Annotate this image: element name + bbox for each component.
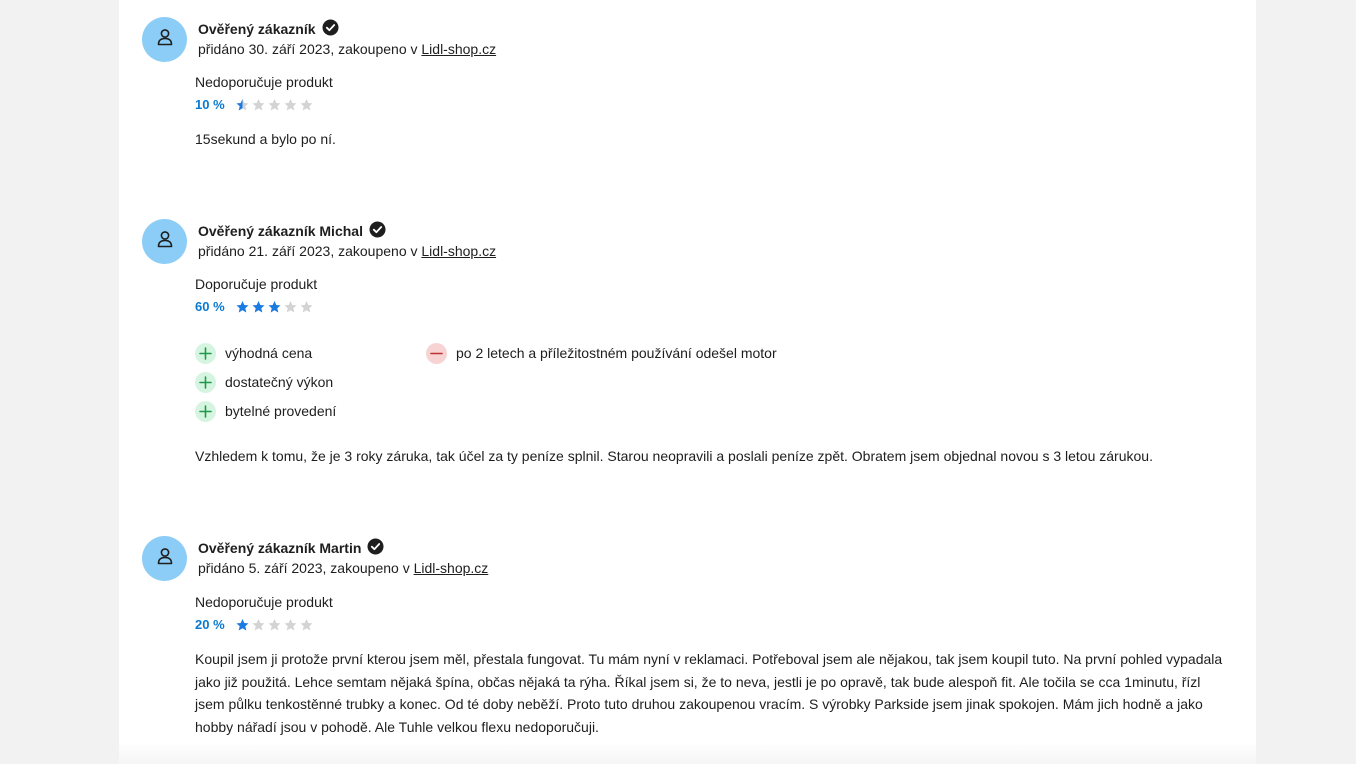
review-date: přidáno 21. září 2023, zakoupeno v bbox=[198, 243, 418, 259]
review-date: přidáno 30. září 2023, zakoupeno v bbox=[198, 41, 418, 57]
star-empty-icon bbox=[267, 618, 282, 632]
star-empty-icon bbox=[251, 98, 266, 112]
pro-text: výhodná cena bbox=[225, 345, 313, 361]
user-icon bbox=[155, 546, 175, 571]
con-text: po 2 letech a příležitostném používání odešel motor bbox=[456, 345, 777, 361]
shop-link[interactable]: Lidl-shop.cz bbox=[421, 243, 497, 259]
review-author bbox=[198, 19, 339, 39]
user-avatar bbox=[142, 17, 187, 62]
recommendation-label: Nedoporučuje produkt bbox=[195, 594, 333, 610]
author-name: Ověřený zákazník Michal bbox=[198, 223, 363, 239]
pro-text: bytelné provedení bbox=[225, 403, 337, 419]
star-empty-icon bbox=[283, 98, 298, 112]
recommendation-label: Nedoporučuje produkt bbox=[195, 74, 333, 90]
user-avatar bbox=[142, 219, 187, 264]
review-text: 15sekund a bylo po ní. bbox=[195, 131, 336, 147]
star-filled-icon bbox=[235, 300, 250, 314]
star-empty-icon bbox=[299, 300, 314, 314]
rating bbox=[195, 97, 314, 112]
star-empty-icon bbox=[283, 300, 298, 314]
review-meta bbox=[198, 560, 488, 576]
review-author bbox=[198, 221, 386, 241]
pros-list bbox=[195, 342, 336, 422]
star-empty-icon bbox=[299, 618, 314, 632]
pro-item bbox=[195, 400, 336, 422]
user-icon bbox=[155, 229, 175, 254]
pro-item bbox=[195, 371, 336, 393]
review-date: přidáno 5. září 2023, zakoupeno v bbox=[198, 560, 410, 576]
plus-icon bbox=[195, 372, 216, 393]
review-item bbox=[142, 536, 1233, 764]
review-item bbox=[142, 219, 1233, 489]
star-filled-icon bbox=[251, 300, 266, 314]
check-badge-icon bbox=[367, 538, 384, 558]
star-empty-icon bbox=[299, 98, 314, 112]
star-rating bbox=[235, 300, 314, 314]
user-avatar bbox=[142, 536, 187, 581]
pro-text: dostatečný výkon bbox=[225, 374, 334, 390]
rating bbox=[195, 299, 314, 314]
star-half-icon bbox=[235, 98, 250, 112]
star-rating bbox=[235, 618, 314, 632]
rating bbox=[195, 617, 314, 632]
minus-icon bbox=[426, 343, 447, 364]
shop-link[interactable]: Lidl-shop.cz bbox=[421, 41, 497, 57]
check-badge-icon bbox=[369, 221, 386, 241]
review-text: Vzhledem k tomu, že je 3 roky záruka, tak účel za ty peníze splnil. Starou neopravili a poslali peníze zpět. Obratem jsem objednal novou s 3 letou zárukou. bbox=[195, 448, 1153, 464]
star-filled-icon bbox=[235, 618, 250, 632]
star-filled-icon bbox=[267, 300, 282, 314]
rating-percent: 60 % bbox=[195, 299, 225, 314]
bottom-fade bbox=[119, 742, 1256, 764]
rating-percent: 10 % bbox=[195, 97, 225, 112]
review-author bbox=[198, 538, 384, 558]
star-rating bbox=[235, 98, 314, 112]
pro-item bbox=[195, 342, 336, 364]
author-name: Ověřený zákazník Martin bbox=[198, 540, 362, 556]
star-empty-icon bbox=[267, 98, 282, 112]
cons-list bbox=[426, 342, 777, 364]
review-meta bbox=[198, 41, 496, 57]
rating-percent: 20 % bbox=[195, 617, 225, 632]
plus-icon bbox=[195, 343, 216, 364]
recommendation-label: Doporučuje produkt bbox=[195, 276, 318, 292]
plus-icon bbox=[195, 401, 216, 422]
author-name: Ověřený zákazník bbox=[198, 21, 316, 37]
check-badge-icon bbox=[322, 19, 339, 39]
con-item bbox=[426, 342, 777, 364]
star-empty-icon bbox=[251, 618, 266, 632]
star-empty-icon bbox=[283, 618, 298, 632]
review-text: Koupil jsem ji protože první kterou jsem měl, přestala fungovat. Tu mám nyní v reklamaci. Potřeboval jsem ale nějakou, tak jsem koupil tuto. Na první pohled vypadala jako již použitá. Lehce semtam nějaká špína, občas nějaká ta rýha. Říkal jsem si, že to neva, jestli je po opravě, tak bude alespoň fit. Ale točila se cca 1minutu, řízl jsem půlku tenkostěnné trubky a konec. Od té doby neběží. Proto tuto druhou zakoupenou vracím. S výrobky Parkside jsem jinak spokojen. Mám jich hodně a jako hobby nářadí jsou v pohodě. Ale Tuhle velkou flexu nedoporučuji. bbox=[195, 651, 1223, 735]
reviews-panel bbox=[119, 0, 1256, 764]
shop-link[interactable]: Lidl-shop.cz bbox=[413, 560, 489, 576]
user-icon bbox=[155, 27, 175, 52]
review-item bbox=[142, 17, 1233, 177]
review-meta bbox=[198, 243, 496, 259]
